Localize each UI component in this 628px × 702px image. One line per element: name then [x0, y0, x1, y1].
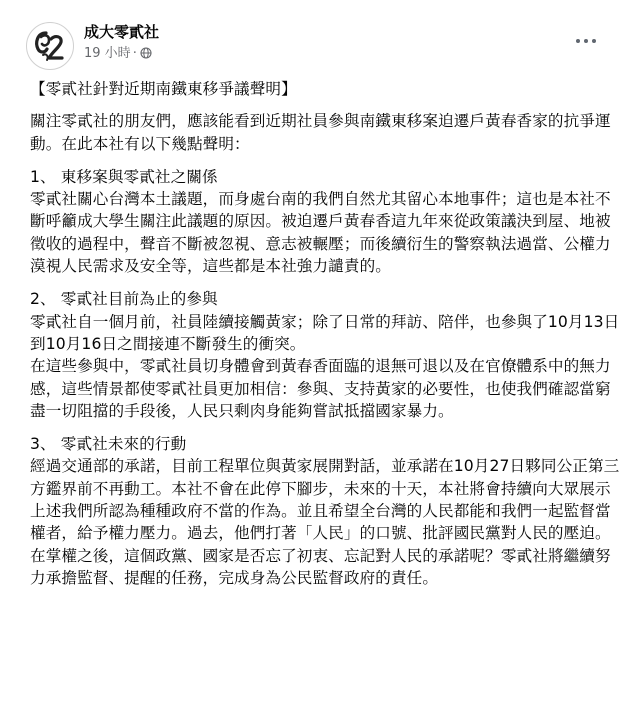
section-3: [30, 433, 620, 589]
logo-02-icon: [27, 23, 73, 69]
post-intro: 關注零貳社的朋友們，應該能看到近期社員參與南鐵東移案迫遷戶黃春香家的抗爭運動。在此本社有以下幾點聲明：: [30, 112, 611, 153]
section-paragraph: 經過交通部的承諾，目前工程單位與黃家展開對話，並承諾在10月27日夥同公正第三方鑑界前不再動工。本社不會在此停下腳步，未來的十天，本社將會持續向大眾展示上述我們所認為種種政府不當的作為。並且希望全台灣的人民都能和我們一起監督當權者，給予權力壓力。過去，他們打著「人民」的口號、批評國民黨對人民的壓迫。在掌權之後，這個政黨、國家是否忘了初衷、忘記對人民的承諾呢？零貳社將繼續努力承擔監督、提醒的任務，完成身為公民監督政府的責任。: [30, 457, 620, 587]
section-paragraph: 零貳社關心台灣本土議題，而身處台南的我們自然尤其留心本地事件；這也是本社不斷呼籲成大學生關注此議題的原因。被迫遷戶黃春香這九年來從政策議決到屋、地被徵收的過程中，聲音不斷被忽視、意志被輾壓；而後續衍生的警察執法過當、公權力漠視人民需求及安全等，這些都是本社強力譴責的。: [30, 190, 611, 276]
post-meta: [84, 45, 152, 63]
section-title: 3、 零貳社未來的行動: [30, 435, 187, 454]
globe-icon[interactable]: [140, 47, 152, 59]
section-title: 2、 零貳社目前為止的參與: [30, 290, 218, 309]
section-paragraph: 在這些參與中，零貳社員切身體會到黃春香面臨的退無可退以及在官僚體系中的無力感，這些情景都使零貳社員更加相信：參與、支持黃家的必要性，也使我們確認當窮盡一切阻擋的手段後，人民只剩肉身能夠嘗試抵擋國家暴力。: [30, 357, 611, 420]
page-name[interactable]: 成大零貳社: [84, 23, 160, 41]
post-body: [30, 78, 620, 600]
avatar[interactable]: [26, 22, 74, 70]
section-2: [30, 288, 620, 422]
post-header: [0, 0, 628, 80]
meta-separator: ·: [132, 46, 137, 61]
post-title: 【零貳社針對近期南鐵東移爭議聲明】: [30, 80, 297, 98]
post-timestamp[interactable]: 19 小時: [84, 46, 131, 61]
section-1: [30, 166, 620, 277]
section-paragraph: 零貳社自一個月前，社員陸續接觸黃家；除了日常的拜訪、陪伴，也參與了10月13日到10月16日之間接連不斷發生的衝突。: [30, 312, 620, 353]
more-options-icon[interactable]: [568, 26, 604, 56]
section-title: 1、 東移案與零貳社之關係: [30, 167, 218, 186]
